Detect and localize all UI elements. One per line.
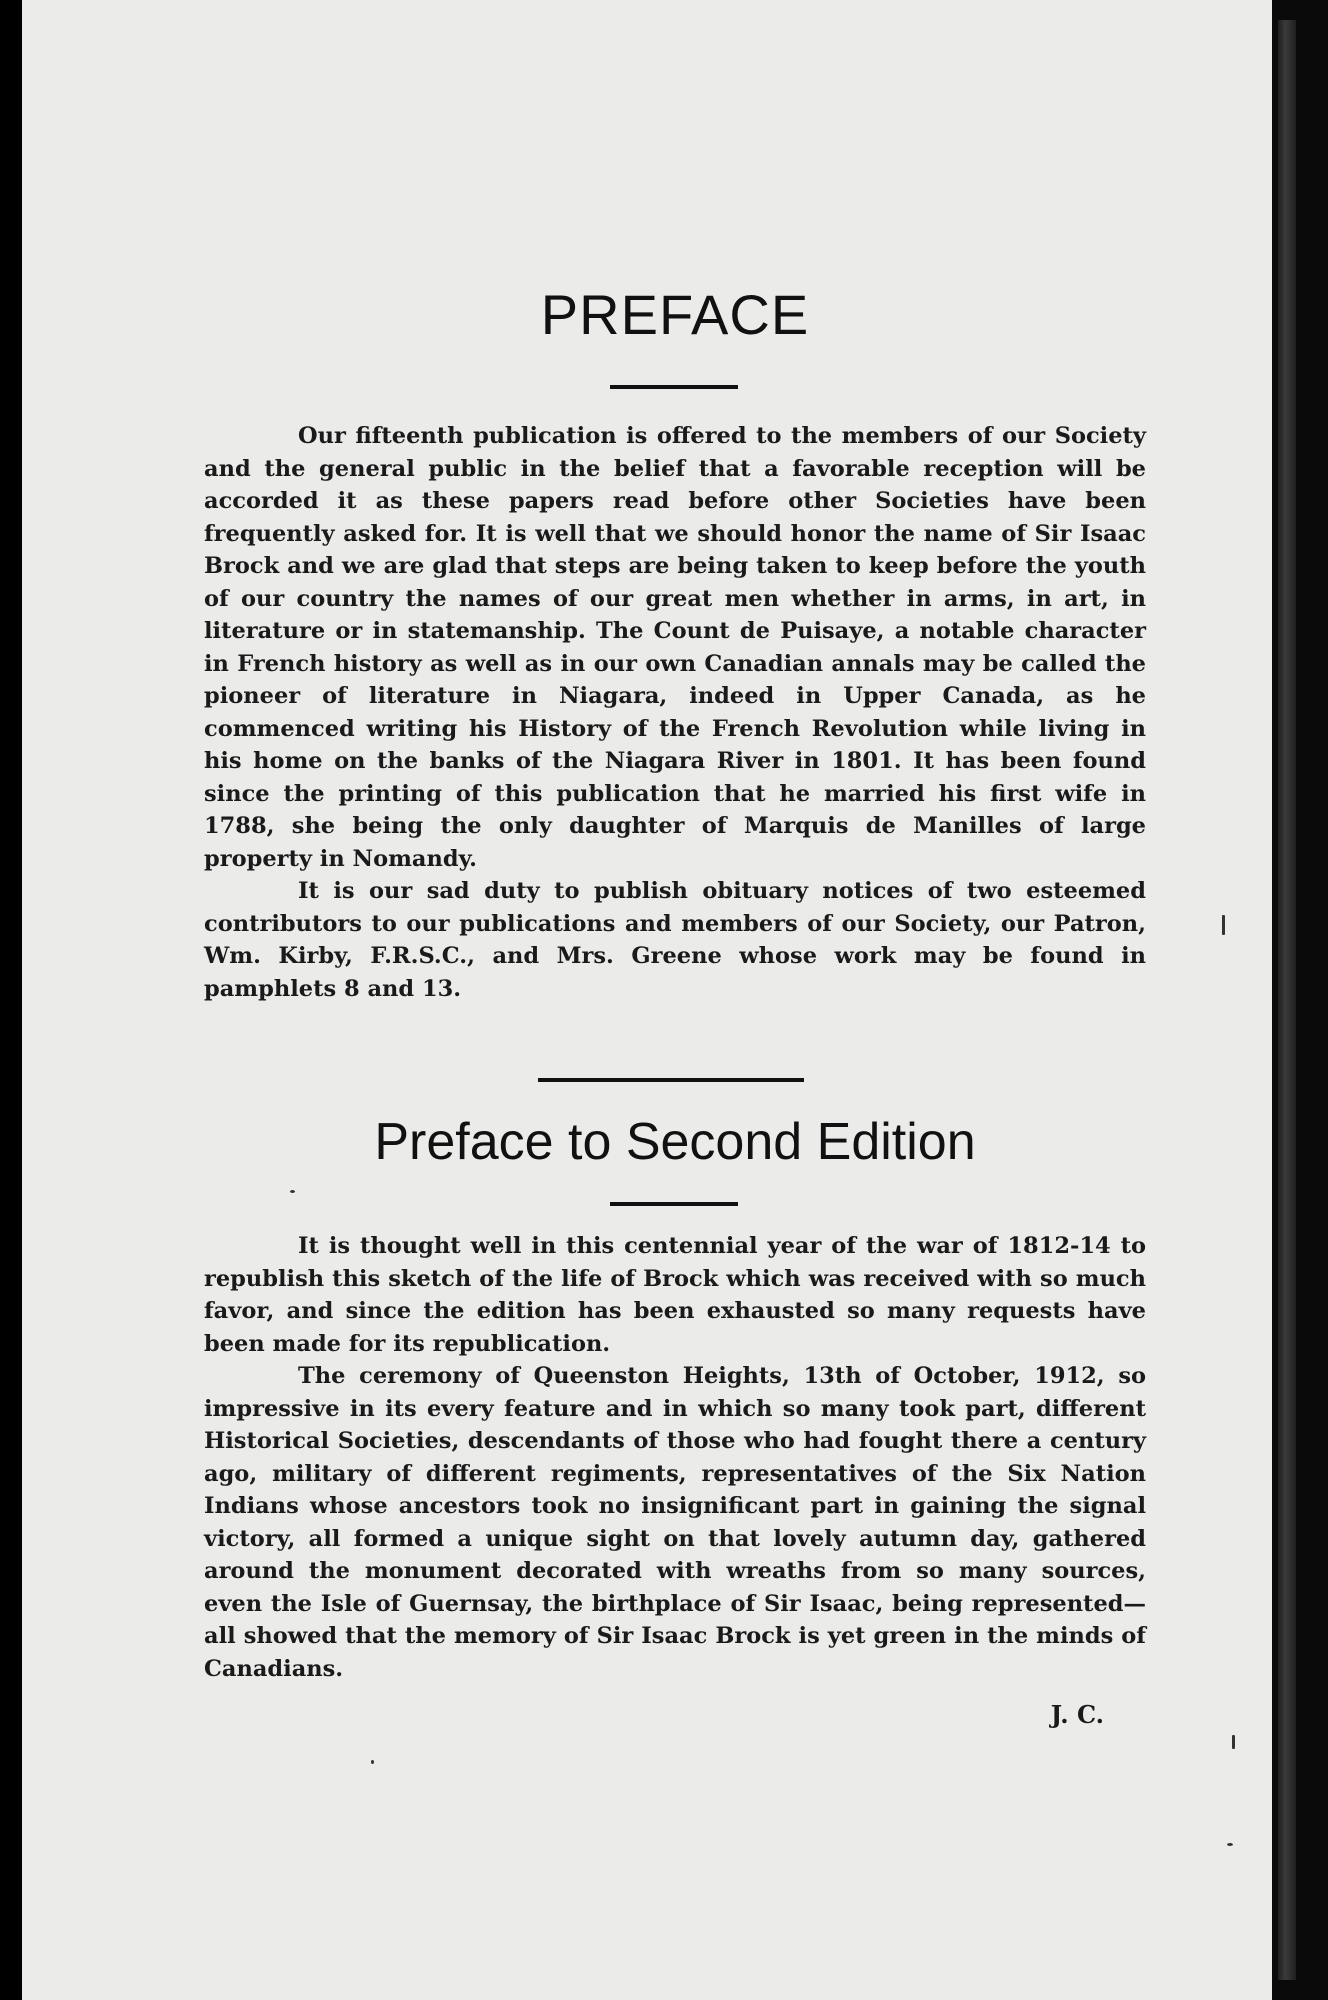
second-edition-title: Preface to Second Edition	[374, 1113, 976, 1171]
preface-title-rule	[610, 385, 738, 389]
adjacent-page-edge	[1278, 20, 1296, 1980]
second-edition-body	[204, 1230, 1146, 1685]
second-edition-paragraph-2: The ceremony of Queenston Heights, 13th of October, 1912, so impressive in its every feature and in which so many took part, different Historical Societies, descendants of those who had fought there a century ago, military of different regiments, representatives of the Six Nation Indians whose ancestors took no insignificant part in gaining the signal victory, all formed a unique sight on that lovely autumn day, gathered around the monument decorated with wreaths from so many sources, even the Isle of Guernsay, the birthplace of Sir Isaac, being represented—all showed that the memory of Sir Isaac Brock is yet green in the minds of Canadians.	[204, 1363, 1146, 1682]
scan-speck	[1232, 1735, 1235, 1749]
second-edition-paragraph-1: It is thought well in this centennial year of the war of 1812-14 to republish this sketch of the life of Brock which was received with so much favor, and since the edition has been exhausted so many requests have been made for its republication.	[204, 1233, 1146, 1357]
scan-speck	[1222, 915, 1225, 935]
preface-body	[204, 420, 1146, 1005]
scan-border	[1272, 0, 1328, 2000]
scan-speck	[1227, 1843, 1233, 1846]
preface-paragraph-2: It is our sad duty to publish obituary notices of two esteemed contributors to our publications and members of our Society, our Patron, Wm. Kirby, F.R.S.C., and Mrs. Greene whose work may be found in pamphlets 8 and 13.	[204, 878, 1146, 1002]
document-page	[22, 0, 1272, 2000]
scan-speck	[290, 1190, 295, 1193]
author-signature: J. C.	[1050, 1700, 1104, 1729]
second-edition-title-rule	[610, 1202, 738, 1206]
preface-title: PREFACE	[540, 283, 810, 346]
section-divider-rule	[538, 1078, 804, 1082]
preface-paragraph-1: Our fifteenth publication is offered to the members of our Society and the general public in the belief that a favorable reception will be accorded it as these papers read before other Societies have been frequently asked for. It is well that we should honor the name of Sir Isaac Brock and we are glad that steps are being taken to keep before the youth of our country the names of our great men whether in arms, in art, in literature or in statemanship. The Count de Puisaye, a notable character in French history as well as in our own Canadian annals may be called the pioneer of literature in Niagara, indeed in Upper Canada, as he commenced writing his History of the French Revolution while living in his home on the banks of the Niagara River in 1801. It has been found since the printing of this publication that he married his first wife in 1788, she being the only daughter of Marquis de Manilles of large property in Nomandy.	[204, 423, 1146, 872]
scan-speck	[371, 1760, 374, 1764]
